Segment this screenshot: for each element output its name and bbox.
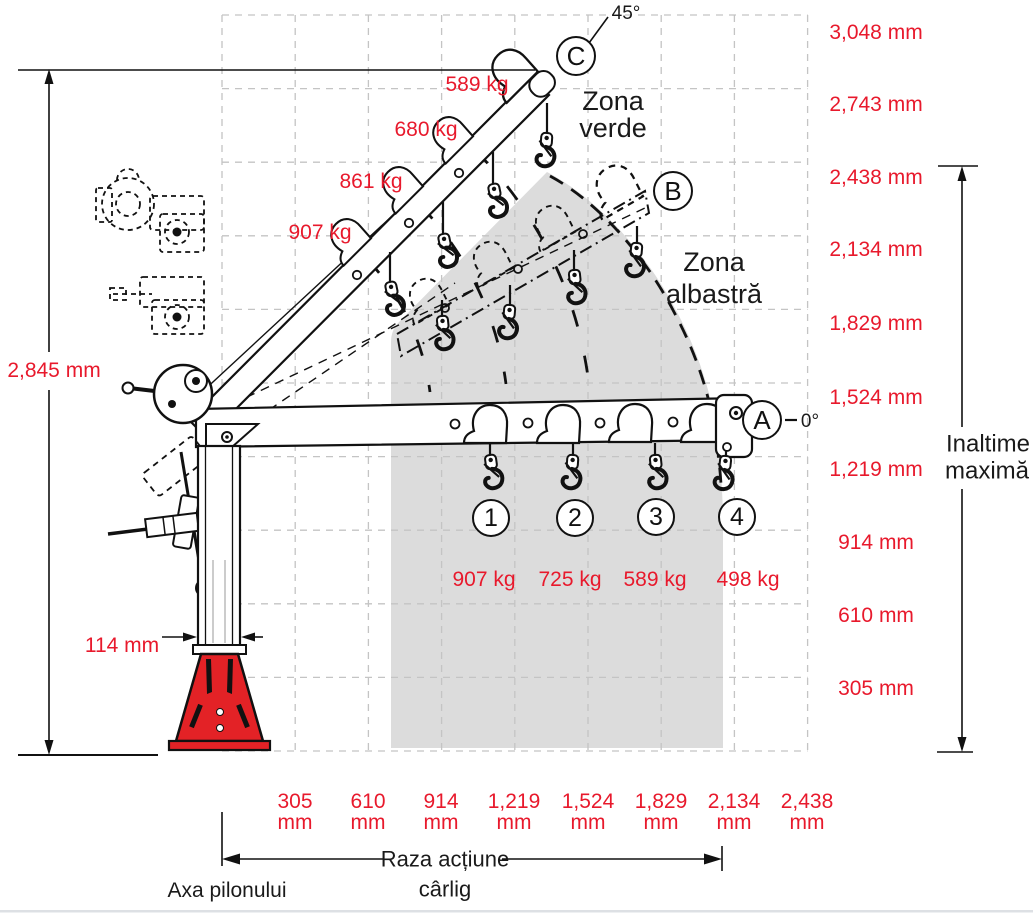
hook-icon — [435, 232, 459, 268]
hook-load-label: 907 kg — [452, 567, 516, 591]
zone-blue-label: albastră — [665, 278, 763, 309]
angle-45-label: 45° — [611, 3, 641, 25]
radius-tick-label: 2,438 mm — [780, 790, 834, 834]
height-tick-label: 2,438 mm — [829, 165, 923, 189]
max-height-label: maximă — [944, 457, 1030, 485]
radius-tick-label: 914 mm — [423, 790, 459, 834]
radius-tick-label: 1,829 mm — [634, 790, 688, 834]
base-red — [169, 654, 270, 750]
hook-icon — [485, 182, 509, 218]
boom-load-label: 680 kg — [394, 117, 458, 141]
position-marker-1: 1 — [472, 499, 510, 537]
radius-tick-label: 305 mm — [277, 790, 313, 834]
max-height-label: Inaltime — [945, 430, 1031, 458]
height-tick-label: 2,134 mm — [829, 237, 923, 261]
position-marker-3: 3 — [637, 498, 675, 536]
hook-icon — [382, 280, 406, 316]
height-tick-label: 1,829 mm — [829, 311, 923, 335]
zone-blue-label: Zona — [683, 246, 745, 277]
mast-column — [198, 446, 240, 650]
pillar-axis-label: Axa pilonului — [167, 878, 287, 902]
radius-tick-label: 1,219 mm — [487, 790, 541, 834]
height-tick-label: 610 mm — [838, 603, 914, 627]
angle-0-label: 0° — [800, 411, 820, 433]
total-height-label: 2,845 mm — [7, 358, 101, 382]
hook-radius-label: Raza acțiune — [380, 846, 510, 872]
boom-load-label: 589 kg — [445, 72, 509, 96]
mast-collar — [193, 645, 246, 654]
height-tick-label: 2,743 mm — [829, 92, 923, 116]
radius-tick-label: 1,524 mm — [561, 790, 615, 834]
position-marker-b: B — [653, 171, 693, 211]
hook-load-label: 725 kg — [538, 567, 602, 591]
position-marker-2: 2 — [556, 499, 594, 537]
position-marker-c: C — [556, 36, 596, 76]
winch-pulley — [123, 365, 213, 423]
component-insets — [96, 169, 204, 334]
radius-tick-label: 610 mm — [350, 790, 386, 834]
zone-green-label: Zona — [582, 85, 644, 116]
height-tick-label: 305 mm — [838, 676, 914, 700]
height-tick-label: 1,524 mm — [829, 385, 923, 409]
hook-radius-label: cârlig — [418, 876, 472, 902]
page-bottom-border — [0, 910, 1033, 913]
height-tick-label: 3,048 mm — [829, 20, 923, 44]
position-marker-4: 4 — [718, 498, 756, 536]
radius-tick-label: 2,134 mm — [707, 790, 761, 834]
height-tick-label: 1,219 mm — [829, 457, 923, 481]
mast-width-label: 114 mm — [84, 633, 160, 657]
hook-icon — [536, 132, 556, 166]
hook-load-label: 589 kg — [623, 567, 687, 591]
boom-load-label: 861 kg — [339, 169, 403, 193]
zone-green-label: verde — [579, 112, 647, 143]
height-tick-label: 914 mm — [838, 530, 914, 554]
boom-load-label: 907 kg — [288, 220, 352, 244]
position-marker-a: A — [742, 400, 782, 440]
hook-load-label: 498 kg — [716, 567, 780, 591]
